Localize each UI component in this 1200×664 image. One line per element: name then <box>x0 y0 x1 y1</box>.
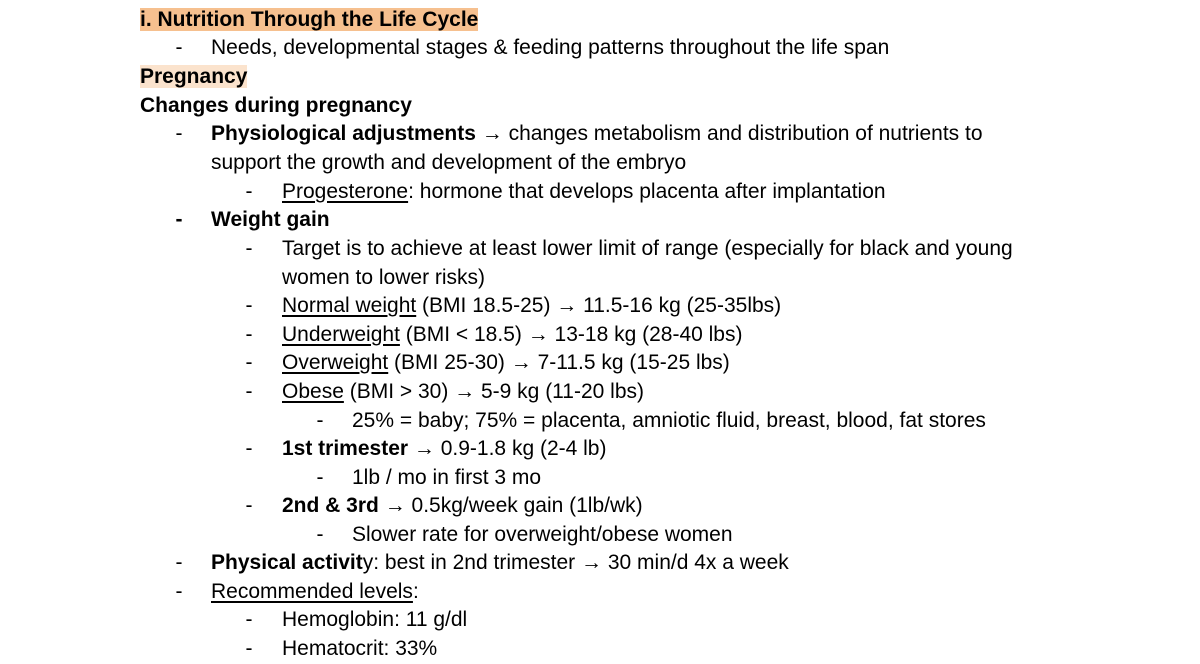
baby-split-line: 25% = baby; 75% = placenta, amniotic fluid, breast, blood, fat stores <box>352 409 986 432</box>
physio-line-2: support the growth and development of the embryo <box>211 151 687 174</box>
bullet-dash: - <box>245 494 253 517</box>
bullet-dash: - <box>175 551 183 574</box>
recommended-levels-line: Recommended levels: <box>211 580 419 603</box>
bullet-dash: - <box>316 523 324 546</box>
overweight-line: Overweight (BMI 25-30) → 7-11.5 kg (15-25 lbs) <box>282 351 730 374</box>
second-third-line: 2nd & 3rd → 0.5kg/week gain (1lb/wk) <box>282 494 643 517</box>
hematocrit-line: Hematocrit: 33% <box>282 637 438 660</box>
bullet-dash: - <box>245 323 253 346</box>
target-line-2: women to lower risks) <box>282 266 486 289</box>
bullet-dash: - <box>175 122 183 145</box>
bullet-dash: - <box>245 380 253 403</box>
bullet-dash: - <box>245 437 253 460</box>
bullet-dash: - <box>245 351 253 374</box>
pregnancy-heading: Pregnancy <box>140 65 248 88</box>
slower-rate-line: Slower rate for overweight/obese women <box>352 523 733 546</box>
subtitle-text: Needs, developmental stages & feeding patterns throughout the life span <box>211 36 890 59</box>
first-trimester-line: 1st trimester → 0.9-1.8 kg (2-4 lb) <box>282 437 607 460</box>
bullet-dash: - <box>175 36 183 59</box>
normal-weight-line: Normal weight (BMI 18.5-25) → 11.5-16 kg (25-35lbs) <box>282 294 782 317</box>
weight-gain-heading: Weight gain <box>211 208 330 231</box>
changes-heading: Changes during pregnancy <box>140 94 412 117</box>
bullet-dash: - <box>316 466 324 489</box>
section-heading-highlight: i. Nutrition Through the Life Cycle <box>140 8 479 31</box>
first-trimester-sub-line: 1lb / mo in first 3 mo <box>352 466 542 489</box>
bullet-dash: - <box>245 180 253 203</box>
bullet-dash: - <box>245 294 253 317</box>
bullet-dash: - <box>245 237 253 260</box>
hemoglobin-line: Hemoglobin: 11 g/dl <box>282 608 468 631</box>
progesterone-line: Progesterone: hormone that develops placenta after implantation <box>282 180 886 203</box>
bullet-dash: - <box>175 580 183 603</box>
bullet-dash: - <box>316 409 324 432</box>
target-line-1: Target is to achieve at least lower limit of range (especially for black and young <box>282 237 1013 260</box>
physical-activity-line: Physical activity: best in 2nd trimester → 30 min/d 4x a week <box>211 551 789 574</box>
bullet-dash: - <box>175 208 183 231</box>
physio-line-1: Physiological adjustments → changes metabolism and distribution of nutrients to <box>211 122 983 145</box>
bullet-dash: - <box>245 637 253 660</box>
bullet-dash: - <box>245 608 253 631</box>
obese-line: Obese (BMI > 30) → 5-9 kg (11-20 lbs) <box>282 380 645 403</box>
section-heading <box>140 6 478 34</box>
underweight-line: Underweight (BMI < 18.5) → 13-18 kg (28-40 lbs) <box>282 323 743 346</box>
